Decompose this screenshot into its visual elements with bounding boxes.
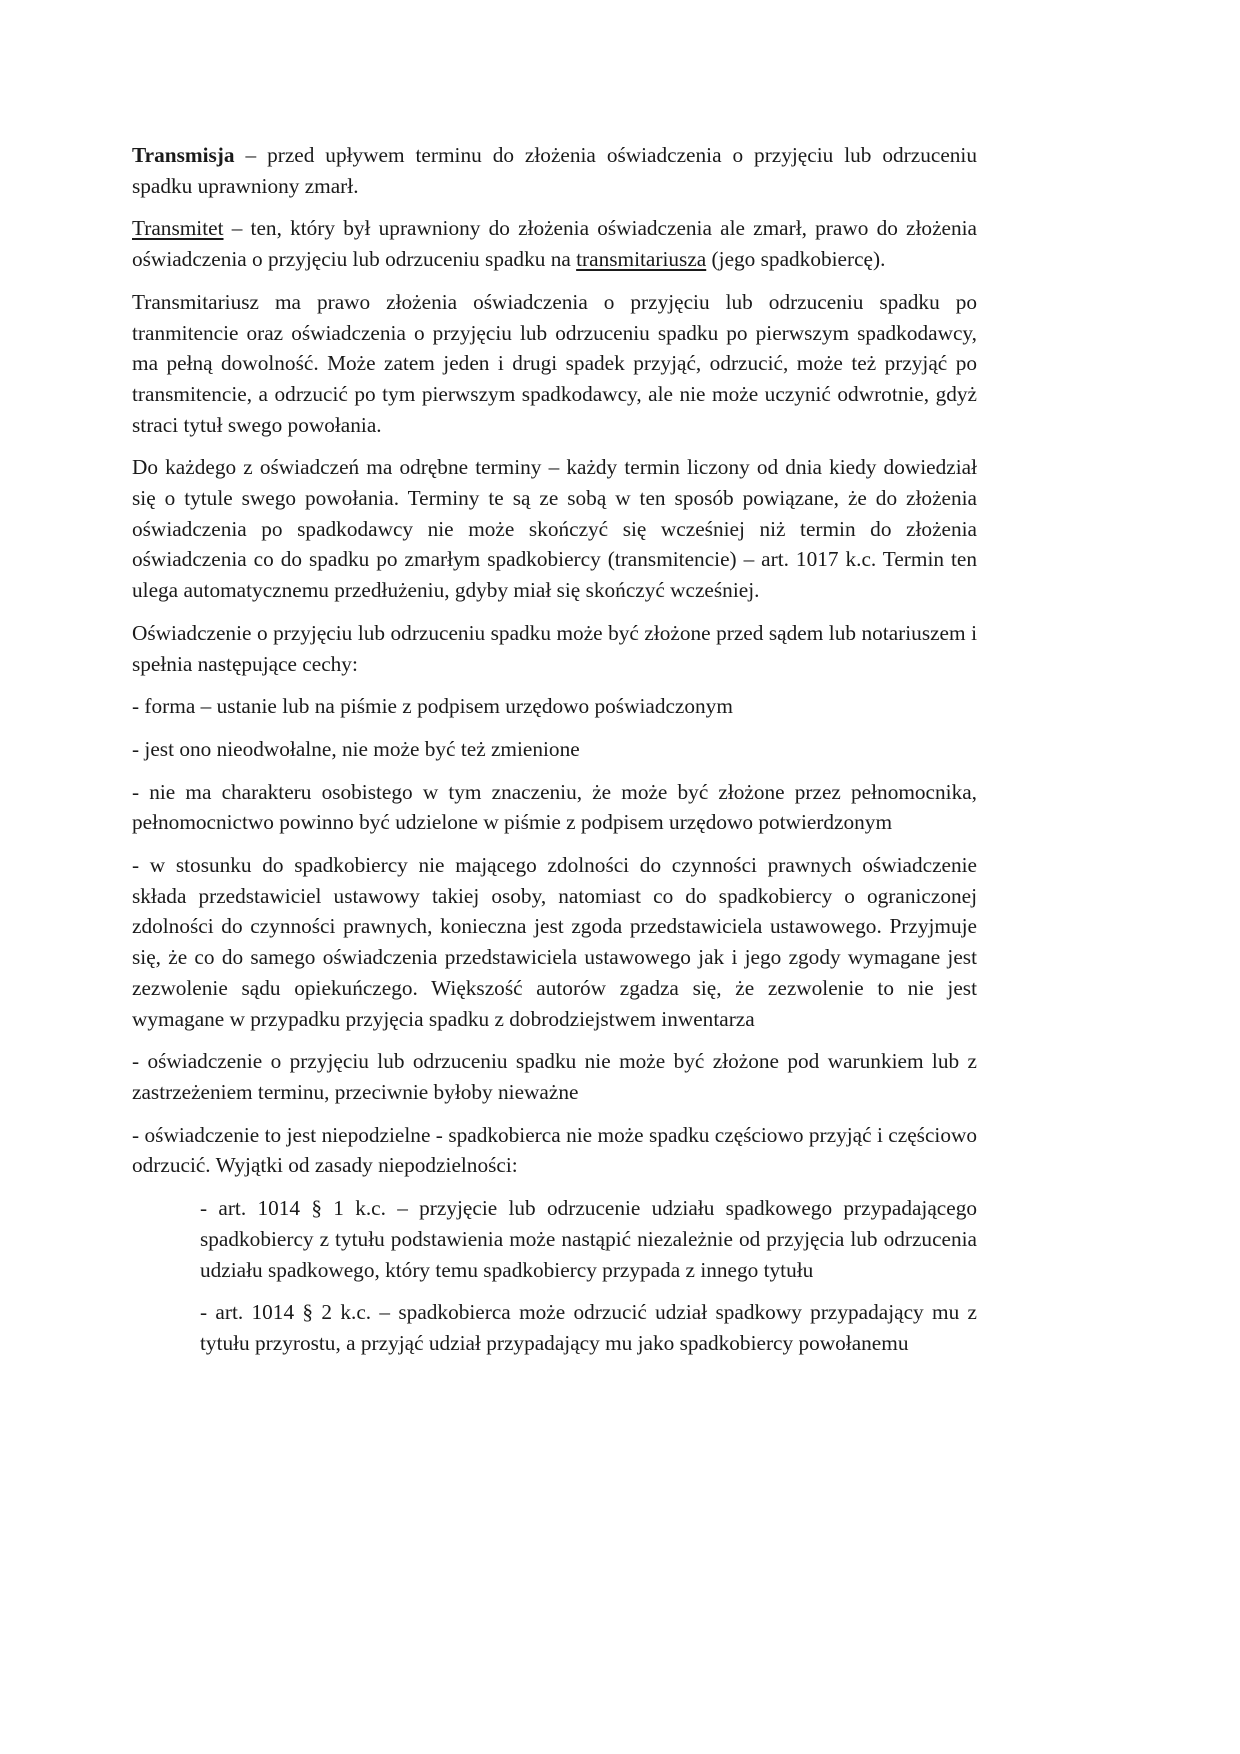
- term-transmisja: Transmisja: [132, 143, 235, 167]
- term-transmitet: Transmitet: [132, 216, 224, 241]
- feature-item-irrevocable: - jest ono nieodwołalne, nie może być też zmienione: [132, 736, 580, 761]
- document-page: [132, 140, 977, 1371]
- paragraph-transmitariusz-rights: Transmitariusz ma prawo złożenia oświadczenia o przyjęciu lub odrzuceniu spadku po tranmitencie oraz oświadczenia o przyjęciu lub odrzuceniu spadku po pierwszym spadkodawcy, ma pełną dowolność. Może zatem jeden i drugi spadek przyjąć, odrzucić, może też przyjąć po transmitencie, a odrzucić po tym pierwszym spadkodawcy, ale nie może uczynić odwrotnie, gdyż straci tytuł swego powołania.: [132, 289, 977, 437]
- definition-transmitet-a: – ten, który był uprawniony do złożenia oświadczenia ale zmarł, prawo do złożenia oświadczenia o przyjęciu lub odrzuceniu spadku na: [132, 216, 977, 272]
- feature-item-legal-capacity: - w stosunku do spadkobiercy nie mającego zdolności do czynności prawnych oświadczenie składa przedstawiciel ustawowy takiej osoby, natomiast co do spadkobiercy o ograniczonej zdolności do czynności prawnych, konieczna jest zgoda przedstawiciela ustawowego. Przyjmuje się, że co do samego oświadczenia przedstawiciela ustawowego jak i jego zgody wymagane jest zezwolenie sądu opiekuńczego. Większość autorów zgadza się, że zezwolenie to nie jest wymagane w przypadku przyjęcia spadku z dobrodziejstwem inwentarza: [132, 853, 977, 1031]
- definition-transmitet-b: (jego spadkobiercę).: [706, 247, 886, 272]
- feature-item-form: - forma – ustanie lub na piśmie z podpisem urzędowo poświadczonym: [132, 694, 733, 719]
- paragraph-transmitet: [132, 213, 977, 274]
- term-transmitariusz: transmitariusza: [576, 247, 707, 272]
- paragraph-transmisja: [132, 140, 977, 201]
- definition-transmisja: – przed upływem terminu do złożenia oświadczenia o przyjęciu lub odrzuceniu spadku uprawniony zmarł.: [132, 143, 977, 198]
- feature-item-unconditional: - oświadczenie o przyjęciu lub odrzuceniu spadku nie może być złożone pod warunkiem lub z zastrzeżeniem terminu, przeciwnie byłoby nieważne: [132, 1049, 977, 1104]
- feature-item-not-personal: - nie ma charakteru osobistego w tym znaczeniu, że może być złożone przez pełnomocnika, pełnomocnictwo powinno być udzielone w piśmie z podpisem urzędowo potwierdzonym: [132, 779, 977, 835]
- exception-item-art-1014-2: - art. 1014 § 2 k.c. – spadkobierca może odrzucić udział spadkowy przypadający mu z tytułu przyrostu, a przyjąć udział przypadający mu jako spadkobiercy powołanemu: [200, 1300, 977, 1355]
- feature-item-indivisible: - oświadczenie to jest niepodzielne - spadkobierca nie może spadku częściowo przyjąć i częściowo odrzucić. Wyjątki od zasady niepodzielności:: [132, 1122, 977, 1178]
- exception-item-art-1014-1: - art. 1014 § 1 k.c. – przyjęcie lub odrzucenie udziału spadkowego przypadającego spadkobiercy z tytułu podstawienia może nastąpić niezależnie od przyjęcia lub odrzucenia udziału spadkowego, który temu spadkobiercy przypada z innego tytułu: [200, 1196, 977, 1282]
- paragraph-declaration-intro: Oświadczenie o przyjęciu lub odrzuceniu spadku może być złożone przed sądem lub notariuszem i spełnia następujące cechy:: [132, 620, 977, 676]
- paragraph-terms: Do każdego z oświadczeń ma odrębne terminy – każdy termin liczony od dnia kiedy dowiedział się o tytule swego powołania. Terminy te są ze sobą w ten sposób powiązane, że do złożenia oświadczenia po spadkodawcy nie może skończyć się wcześniej niż termin do złożenia oświadczenia co do spadku po zmarłym spadkobiercy (transmitencie) – art. 1017 k.c. Termin ten ulega automatycznemu przedłużeniu, gdyby miał się skończyć wcześniej.: [132, 455, 977, 603]
